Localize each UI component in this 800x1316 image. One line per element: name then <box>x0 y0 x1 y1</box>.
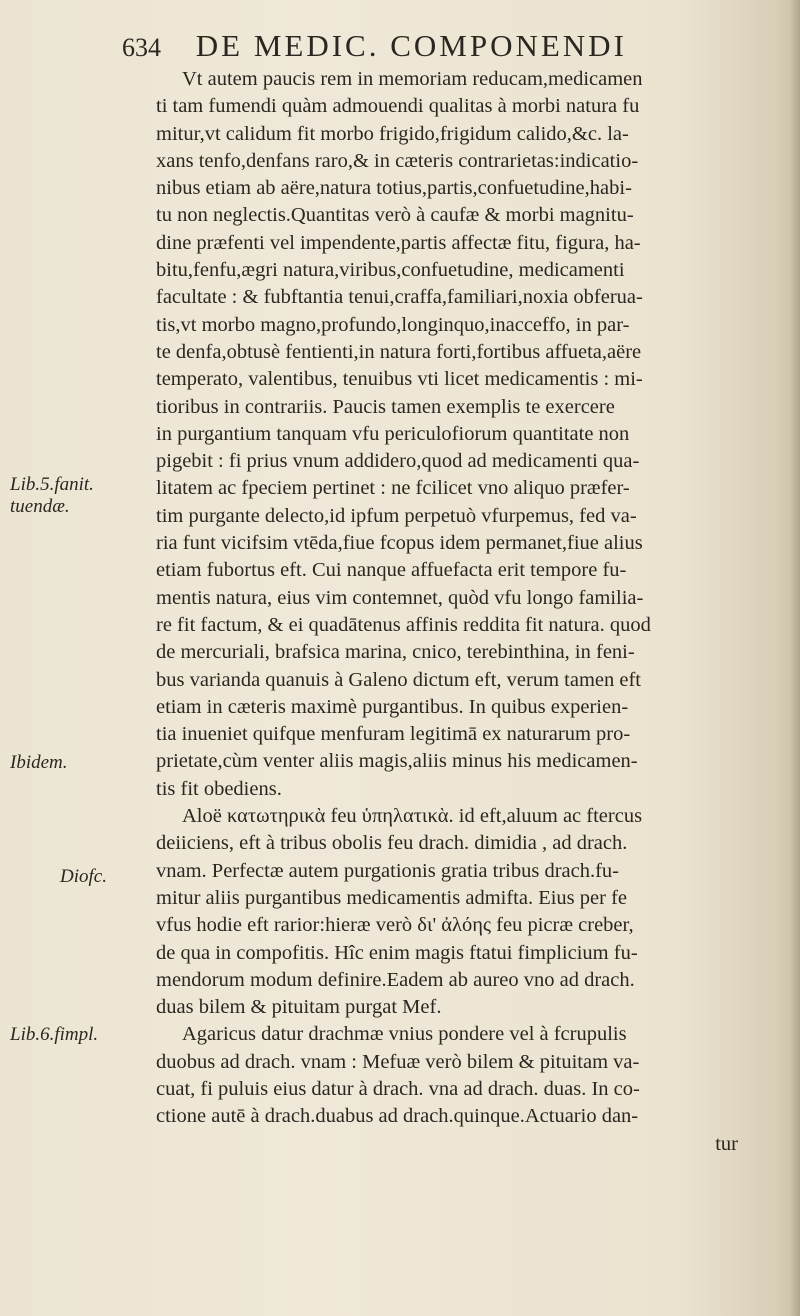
text-line: pigebit : fi prius vnum addidero,quod ad medicamenti qua- <box>156 450 640 473</box>
text-line: vfus hodie eft rarior:hieræ verò δι' ἀλόης feu picræ creber, <box>156 914 634 937</box>
text-line: tis fit obediens. <box>156 777 282 800</box>
text-line: mitur aliis purgantibus medicamentis admifta. Eius per fe <box>156 886 628 909</box>
text-line: mentis natura, eius vim contemnet, quòd vfu longo familia- <box>156 586 644 609</box>
text-line: tu non neglectis.Quantitas verò à caufæ & morbi magnitu- <box>156 204 634 227</box>
text-line: nibus etiam ab aëre,natura totius,partis,confuetudine,habi- <box>156 177 632 200</box>
margin-note: Diofc. <box>60 866 107 887</box>
text-line: ti tam fumendi quàm admouendi qualitas à morbi natura fu <box>156 95 640 118</box>
text-line: deiiciens, eft à tribus obolis feu drach. dimidia , ad drach. <box>156 832 628 855</box>
text-line: litatem ac fpeciem pertinet : ne fcilicet vno aliquo præfer- <box>156 477 630 500</box>
running-title: DE MEDIC. COMPONENDI <box>195 28 627 63</box>
text-line: vnam. Perfectæ autem purgationis gratia tribus drach.fu- <box>156 859 620 882</box>
text-line: facultate : & fubftantia tenui,craffa,familiari,noxia obferua- <box>156 286 643 309</box>
running-header <box>122 28 762 66</box>
text-line: Vt autem paucis rem in memoriam reducam,medicamen <box>182 68 643 90</box>
text-line: tur <box>715 1132 738 1155</box>
text-line: tis,vt morbo magno,profundo,longinquo,inacceffo, in par- <box>156 313 630 336</box>
body-text <box>156 66 786 1158</box>
text-line: cuat, fi puluis eius datur à drach. vna ad drach. duas. In co- <box>156 1077 640 1100</box>
text-line: prietate,cùm venter aliis magis,aliis minus his medicamen- <box>156 750 638 773</box>
text-line: bus varianda quanuis à Galeno dictum eft, verum tamen eft <box>156 668 642 691</box>
text-line: tioribus in contrariis. Paucis tamen exemplis te exercere <box>156 395 615 418</box>
text-line: ctione autē à drach.duabus ad drach.quinque.Actuario dan- <box>156 1105 639 1128</box>
page-edge-shadow <box>790 0 800 1316</box>
text-line: de mercuriali, brafsica marina, cnico, terebinthina, in feni- <box>156 641 635 664</box>
text-line: re fit factum, & ei quadātenus affinis reddita fit natura. quod <box>156 613 651 636</box>
text-line: mitur,vt calidum fit morbo frigido,frigidum calido,&c. la- <box>156 122 629 145</box>
text-line: ria funt vicifsim vtēda,fiue fcopus idem permanet,fiue alius <box>156 532 643 555</box>
page-number: 634 <box>122 33 161 62</box>
text-line: xans tenfo,denfans raro,& in cæteris contrarietas:indicatio- <box>156 149 639 172</box>
text-line: duas bilem & pituitam purgat Mef. <box>156 996 442 1019</box>
text-line: etiam in cæteris maximè purgantibus. In quibus experien- <box>156 695 629 718</box>
text-line: etiam fubortus eft. Cui nanque affuefacta erit tempore fu- <box>156 559 627 582</box>
text-line: tia inueniet quifque menfuram legitimā ex naturarum pro- <box>156 723 631 746</box>
text-line: Agaricus datur drachmæ vnius pondere vel à fcrupulis <box>182 1023 627 1046</box>
text-line: bitu,fenfu,ægri natura,viribus,confuetudine, medicamenti <box>156 259 625 282</box>
text-line: de qua in compofitis. Hîc enim magis ftatui fimplicium fu- <box>156 941 638 964</box>
text-line: in purgantium tanquam vfu periculofiorum quantitate non <box>156 422 630 445</box>
text-line: dine præfenti vel impendente,partis affectæ fitu, figura, ha- <box>156 231 641 254</box>
text-line: te denfa,obtusè fentienti,in natura forti,fortibus affueta,aëre <box>156 340 642 363</box>
text-line: mendorum modum definire.Eadem ab aureo vno ad drach. <box>156 968 635 991</box>
text-line: Aloë κατωτηρικὰ feu ὑπηλατικὰ. id eft,aluum ac ftercus <box>182 805 643 828</box>
text-line: tim purgante delecto,id ipfum perpetuò vfurpemus, fed va- <box>156 504 637 527</box>
text-line: duobus ad drach. vnam : Mefuæ verò bilem & pituitam va- <box>156 1050 640 1073</box>
margin-note: Ibidem. <box>10 752 68 773</box>
margin-note: Lib.6.fimpl. <box>10 1024 99 1045</box>
margin-note: Lib.5.fanit. tuendæ. <box>10 474 94 517</box>
text-line: temperato, valentibus, tenuibus vti licet medicamentis : mi- <box>156 368 643 391</box>
